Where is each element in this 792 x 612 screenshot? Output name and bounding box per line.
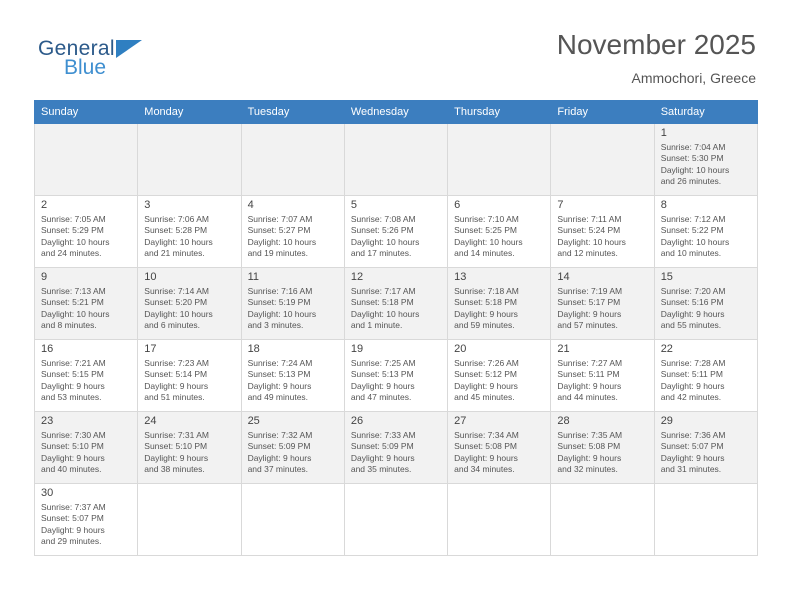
day-sun-info-line: and 8 minutes. (41, 320, 97, 331)
day-sun-info-line: Daylight: 10 hours (144, 236, 213, 247)
day-sun-info-line: Sunset: 5:09 PM (350, 441, 414, 452)
calendar-cell-day-12 (344, 268, 447, 340)
calendar-cell-day-17 (138, 340, 241, 412)
flag-icon (116, 40, 142, 58)
calendar-cell-empty (344, 124, 447, 196)
day-sun-info-line: Daylight: 9 hours (41, 524, 105, 535)
day-sun-info-line: and 21 minutes. (144, 248, 205, 259)
day-number: 4 (247, 199, 254, 211)
day-sun-info-line: Sunrise: 7:23 AM (144, 358, 210, 368)
calendar-cell-empty (551, 484, 654, 556)
day-sun-info-line: Sunset: 5:08 PM (454, 441, 517, 452)
day-sun-info-line: Sunset: 5:18 PM (350, 297, 414, 308)
day-number: 1 (660, 127, 667, 139)
day-number: 12 (350, 271, 364, 283)
day-sun-info-line: Daylight: 9 hours (454, 308, 518, 319)
day-sun-info-line: Sunrise: 7:19 AM (557, 286, 623, 296)
day-sun-info (248, 430, 338, 476)
calendar-cell-empty (654, 484, 757, 556)
day-sun-info-line: and 29 minutes. (41, 536, 102, 547)
day-sun-info-line: Sunset: 5:20 PM (144, 297, 208, 308)
day-sun-info-line: Sunset: 5:27 PM (247, 225, 311, 236)
calendar-cell-day-18 (241, 340, 344, 412)
day-sun-info-line: Sunrise: 7:07 AM (247, 214, 313, 224)
day-sun-info (41, 430, 131, 476)
day-sun-info-line: Sunset: 5:14 PM (144, 369, 208, 380)
day-number: 23 (41, 415, 54, 427)
day-sun-info-line: and 55 minutes. (660, 320, 722, 331)
day-sun-info-line: Sunrise: 7:17 AM (350, 286, 416, 296)
day-sun-info-line: Sunrise: 7:34 AM (454, 430, 519, 440)
day-sun-info-line: and 45 minutes. (454, 392, 515, 403)
calendar-cell-day-16 (35, 340, 138, 412)
calendar-cell-empty (138, 484, 241, 556)
calendar-cell-day-9 (35, 268, 138, 340)
day-sun-info-line: Sunrise: 7:31 AM (144, 430, 210, 440)
day-sun-info (661, 358, 751, 404)
day-sun-info-line: and 53 minutes. (41, 392, 102, 403)
calendar-cell-empty (35, 124, 138, 196)
calendar-cell-day-10 (138, 268, 241, 340)
day-number: 2 (41, 199, 48, 211)
day-number: 20 (454, 343, 467, 355)
calendar-cell-empty (448, 484, 551, 556)
day-sun-info-line: and 3 minutes. (247, 320, 304, 331)
calendar-cell-empty (241, 124, 344, 196)
day-sun-info-line: and 26 minutes. (660, 176, 722, 187)
day-sun-info-line: and 19 minutes. (247, 248, 309, 259)
day-sun-info-line: Sunrise: 7:24 AM (247, 358, 313, 368)
day-sun-info (41, 214, 131, 260)
day-sun-info-line: Daylight: 9 hours (350, 452, 415, 463)
day-sun-info-line: Daylight: 10 hours (41, 236, 110, 247)
location-subtitle: Ammochori, Greece (631, 70, 756, 86)
day-sun-info-line: Sunset: 5:29 PM (41, 225, 104, 236)
day-sun-info-line: Daylight: 9 hours (557, 452, 622, 463)
day-sun-info-line: Sunrise: 7:27 AM (557, 358, 623, 368)
day-sun-info (661, 142, 751, 188)
calendar-cell-day-23 (35, 412, 138, 484)
calendar-week-row (35, 124, 758, 196)
calendar-week-row (35, 484, 758, 556)
logo-text-blue: Blue (64, 56, 107, 79)
day-number: 15 (660, 271, 673, 283)
logo-text-general: General (38, 37, 115, 60)
day-sun-info-line: Sunrise: 7:06 AM (144, 214, 210, 224)
day-sun-info (454, 430, 544, 476)
calendar-cell-day-14 (551, 268, 654, 340)
day-sun-info (144, 286, 234, 332)
day-sun-info-line: Sunset: 5:07 PM (660, 441, 724, 452)
day-sun-info-line: Daylight: 9 hours (454, 380, 518, 391)
day-sun-info-line: Sunrise: 7:16 AM (247, 286, 313, 296)
day-number: 11 (247, 271, 259, 283)
sunrise-sunset-calendar (34, 100, 758, 556)
calendar-week-row (35, 412, 758, 484)
day-number: 30 (41, 487, 54, 499)
day-sun-info-line: Daylight: 9 hours (41, 452, 105, 463)
day-sun-info-line: and 10 minutes. (660, 248, 722, 259)
calendar-cell-day-21 (551, 340, 654, 412)
day-sun-info (144, 214, 234, 260)
calendar-cell-empty (344, 484, 447, 556)
weekday-header-wednesday: Wednesday (344, 101, 447, 124)
day-sun-info-line: Sunset: 5:24 PM (557, 225, 621, 236)
day-sun-info (454, 214, 544, 260)
calendar-cell-empty (138, 124, 241, 196)
calendar-cell-day-1 (654, 124, 757, 196)
day-sun-info-line: Sunset: 5:22 PM (660, 225, 724, 236)
day-sun-info (351, 358, 441, 404)
calendar-week-row (35, 268, 758, 340)
day-number: 18 (247, 343, 260, 355)
day-sun-info (41, 358, 131, 404)
day-sun-info (248, 286, 338, 332)
calendar-cell-day-8 (654, 196, 757, 268)
day-number: 17 (144, 343, 157, 355)
day-sun-info-line: and 1 minute. (350, 320, 403, 331)
day-sun-info-line: and 35 minutes. (350, 464, 412, 475)
day-sun-info-line: Sunset: 5:30 PM (660, 153, 724, 164)
calendar-cell-day-29 (654, 412, 757, 484)
weekday-header-friday: Friday (551, 101, 654, 124)
day-sun-info-line: Sunrise: 7:32 AM (247, 430, 313, 440)
calendar-cell-day-26 (344, 412, 447, 484)
day-number: 29 (660, 415, 673, 427)
day-sun-info (144, 358, 234, 404)
calendar-cell-day-22 (654, 340, 757, 412)
day-sun-info-line: Sunrise: 7:28 AM (660, 358, 726, 368)
day-sun-info-line: and 44 minutes. (557, 392, 618, 403)
day-sun-info-line: and 59 minutes. (454, 320, 515, 331)
day-sun-info-line: Daylight: 10 hours (454, 236, 523, 247)
day-sun-info-line: Daylight: 9 hours (557, 308, 622, 319)
calendar-cell-day-6 (448, 196, 551, 268)
day-sun-info-line: Sunset: 5:26 PM (350, 225, 414, 236)
day-sun-info-line: Sunset: 5:07 PM (41, 513, 104, 524)
day-number: 14 (557, 271, 570, 283)
calendar-cell-day-5 (344, 196, 447, 268)
day-sun-info-line: Sunrise: 7:12 AM (660, 214, 726, 224)
day-sun-info-line: and 32 minutes. (557, 464, 618, 475)
day-sun-info-line: Sunset: 5:21 PM (41, 297, 104, 308)
day-sun-info-line: Sunset: 5:10 PM (144, 441, 208, 452)
calendar-cell-day-3 (138, 196, 241, 268)
day-sun-info-line: Daylight: 9 hours (660, 380, 725, 391)
day-sun-info (41, 502, 131, 548)
day-sun-info (661, 430, 751, 476)
day-number: 7 (557, 199, 564, 211)
weekday-header-saturday: Saturday (654, 101, 757, 124)
day-number: 22 (660, 343, 673, 355)
weekday-header-tuesday: Tuesday (241, 101, 344, 124)
day-number: 25 (247, 415, 260, 427)
day-sun-info-line: Sunset: 5:11 PM (660, 369, 723, 380)
day-sun-info-line: Sunrise: 7:37 AM (41, 502, 106, 512)
calendar-cell-day-20 (448, 340, 551, 412)
day-sun-info-line: and 17 minutes. (350, 248, 412, 259)
day-sun-info-line: and 42 minutes. (660, 392, 722, 403)
calendar-cell-day-30 (35, 484, 138, 556)
day-sun-info (351, 214, 441, 260)
day-sun-info (41, 286, 131, 332)
day-sun-info-line: Sunset: 5:28 PM (144, 225, 208, 236)
day-sun-info-line: Sunrise: 7:33 AM (350, 430, 416, 440)
day-sun-info-line: and 24 minutes. (41, 248, 102, 259)
day-sun-info-line: Daylight: 10 hours (247, 308, 317, 319)
calendar-cell-day-2 (35, 196, 138, 268)
day-sun-info-line: and 47 minutes. (350, 392, 412, 403)
day-sun-info-line: Sunrise: 7:36 AM (660, 430, 726, 440)
day-sun-info-line: Sunrise: 7:04 AM (660, 142, 726, 152)
day-sun-info-line: and 49 minutes. (247, 392, 309, 403)
day-sun-info (557, 214, 647, 260)
weekday-header-monday: Monday (138, 101, 241, 124)
calendar-week-row (35, 340, 758, 412)
day-sun-info (454, 358, 544, 404)
day-sun-info-line: Sunset: 5:18 PM (454, 297, 517, 308)
day-sun-info-line: Daylight: 10 hours (41, 308, 110, 319)
calendar-cell-day-15 (654, 268, 757, 340)
general-blue-logo (38, 38, 198, 78)
calendar-cell-day-27 (448, 412, 551, 484)
day-number: 19 (350, 343, 364, 355)
day-sun-info-line: Daylight: 10 hours (247, 236, 317, 247)
day-sun-info-line: and 31 minutes. (660, 464, 722, 475)
day-sun-info-line: Sunset: 5:19 PM (247, 297, 311, 308)
day-sun-info-line: Daylight: 10 hours (660, 164, 730, 175)
day-number: 13 (454, 271, 467, 283)
day-sun-info (248, 214, 338, 260)
day-number: 8 (660, 199, 667, 211)
day-sun-info (351, 430, 441, 476)
calendar-cell-empty (448, 124, 551, 196)
day-sun-info (661, 214, 751, 260)
day-sun-info-line: Daylight: 9 hours (557, 380, 622, 391)
calendar-cell-empty (551, 124, 654, 196)
day-number: 21 (557, 343, 570, 355)
day-sun-info-line: Sunset: 5:25 PM (454, 225, 517, 236)
calendar-cell-day-7 (551, 196, 654, 268)
day-sun-info-line: and 34 minutes. (454, 464, 515, 475)
calendar-cell-day-19 (344, 340, 447, 412)
day-sun-info-line: and 12 minutes. (557, 248, 618, 259)
day-number: 24 (144, 415, 157, 427)
day-sun-info (557, 430, 647, 476)
day-sun-info-line: and 14 minutes. (454, 248, 515, 259)
day-sun-info-line: Sunset: 5:15 PM (41, 369, 104, 380)
day-sun-info-line: Sunset: 5:08 PM (557, 441, 621, 452)
page-header (34, 22, 758, 94)
day-sun-info-line: Sunrise: 7:08 AM (350, 214, 416, 224)
day-sun-info-line: Sunset: 5:13 PM (247, 369, 311, 380)
day-sun-info-line: Daylight: 9 hours (660, 308, 725, 319)
day-sun-info (557, 358, 647, 404)
day-sun-info-line: Daylight: 9 hours (144, 380, 209, 391)
day-number: 5 (350, 199, 357, 211)
day-sun-info (144, 430, 234, 476)
day-sun-info-line: Sunrise: 7:21 AM (41, 358, 106, 368)
day-sun-info-line: Sunrise: 7:18 AM (454, 286, 519, 296)
day-sun-info (661, 286, 751, 332)
day-sun-info-line: Sunset: 5:11 PM (557, 369, 620, 380)
day-sun-info-line: Daylight: 9 hours (247, 452, 312, 463)
title-block (557, 28, 756, 86)
calendar-body (35, 124, 758, 556)
day-sun-info-line: and 51 minutes. (144, 392, 205, 403)
day-sun-info-line: Sunrise: 7:13 AM (41, 286, 106, 296)
weekday-header-thursday: Thursday (448, 101, 551, 124)
day-number: 28 (557, 415, 570, 427)
day-sun-info-line: Daylight: 10 hours (144, 308, 213, 319)
day-sun-info-line: Daylight: 10 hours (557, 236, 626, 247)
day-sun-info-line: Daylight: 9 hours (454, 452, 518, 463)
day-sun-info-line: Sunrise: 7:11 AM (557, 214, 622, 224)
day-sun-info-line: Daylight: 9 hours (660, 452, 725, 463)
day-sun-info-line: Sunset: 5:16 PM (660, 297, 724, 308)
day-number: 26 (350, 415, 364, 427)
day-number: 16 (41, 343, 54, 355)
day-sun-info (454, 286, 544, 332)
page-title: November 2025 (556, 29, 756, 60)
day-number: 9 (41, 271, 48, 283)
day-sun-info-line: Sunrise: 7:26 AM (454, 358, 519, 368)
day-sun-info-line: Sunset: 5:10 PM (41, 441, 104, 452)
day-sun-info-line: Sunrise: 7:10 AM (454, 214, 519, 224)
calendar-cell-day-28 (551, 412, 654, 484)
day-sun-info (248, 358, 338, 404)
day-sun-info-line: and 57 minutes. (557, 320, 618, 331)
day-sun-info-line: and 6 minutes. (144, 320, 201, 331)
calendar-cell-empty (241, 484, 344, 556)
day-number: 27 (454, 415, 467, 427)
day-sun-info-line: Sunrise: 7:20 AM (660, 286, 726, 296)
day-sun-info-line: Daylight: 10 hours (660, 236, 730, 247)
day-sun-info-line: Sunrise: 7:05 AM (41, 214, 106, 224)
calendar-cell-day-11 (241, 268, 344, 340)
day-sun-info-line: and 38 minutes. (144, 464, 205, 475)
weekday-header-sunday: Sunday (35, 101, 138, 124)
day-sun-info-line: Daylight: 9 hours (247, 380, 312, 391)
day-sun-info-line: Sunrise: 7:25 AM (350, 358, 416, 368)
calendar-cell-day-24 (138, 412, 241, 484)
day-sun-info-line: Daylight: 9 hours (144, 452, 209, 463)
day-sun-info-line: Sunset: 5:12 PM (454, 369, 517, 380)
calendar-week-row (35, 196, 758, 268)
day-sun-info-line: Daylight: 10 hours (350, 308, 420, 319)
calendar-cell-day-13 (448, 268, 551, 340)
calendar-cell-day-4 (241, 196, 344, 268)
day-sun-info-line: Sunrise: 7:14 AM (144, 286, 210, 296)
day-sun-info-line: Daylight: 10 hours (350, 236, 420, 247)
weekday-header-row (35, 101, 758, 124)
day-sun-info-line: Sunset: 5:17 PM (557, 297, 621, 308)
day-sun-info-line: and 40 minutes. (41, 464, 102, 475)
day-number: 6 (454, 199, 461, 211)
day-number: 10 (144, 271, 157, 283)
day-number: 3 (144, 199, 151, 211)
day-sun-info-line: Sunrise: 7:35 AM (557, 430, 623, 440)
day-sun-info-line: and 37 minutes. (247, 464, 309, 475)
day-sun-info (557, 286, 647, 332)
day-sun-info-line: Sunset: 5:13 PM (350, 369, 414, 380)
day-sun-info-line: Sunrise: 7:30 AM (41, 430, 106, 440)
day-sun-info-line: Daylight: 9 hours (41, 380, 105, 391)
day-sun-info (351, 286, 441, 332)
day-sun-info-line: Daylight: 9 hours (350, 380, 415, 391)
day-sun-info-line: Sunset: 5:09 PM (247, 441, 311, 452)
calendar-cell-day-25 (241, 412, 344, 484)
